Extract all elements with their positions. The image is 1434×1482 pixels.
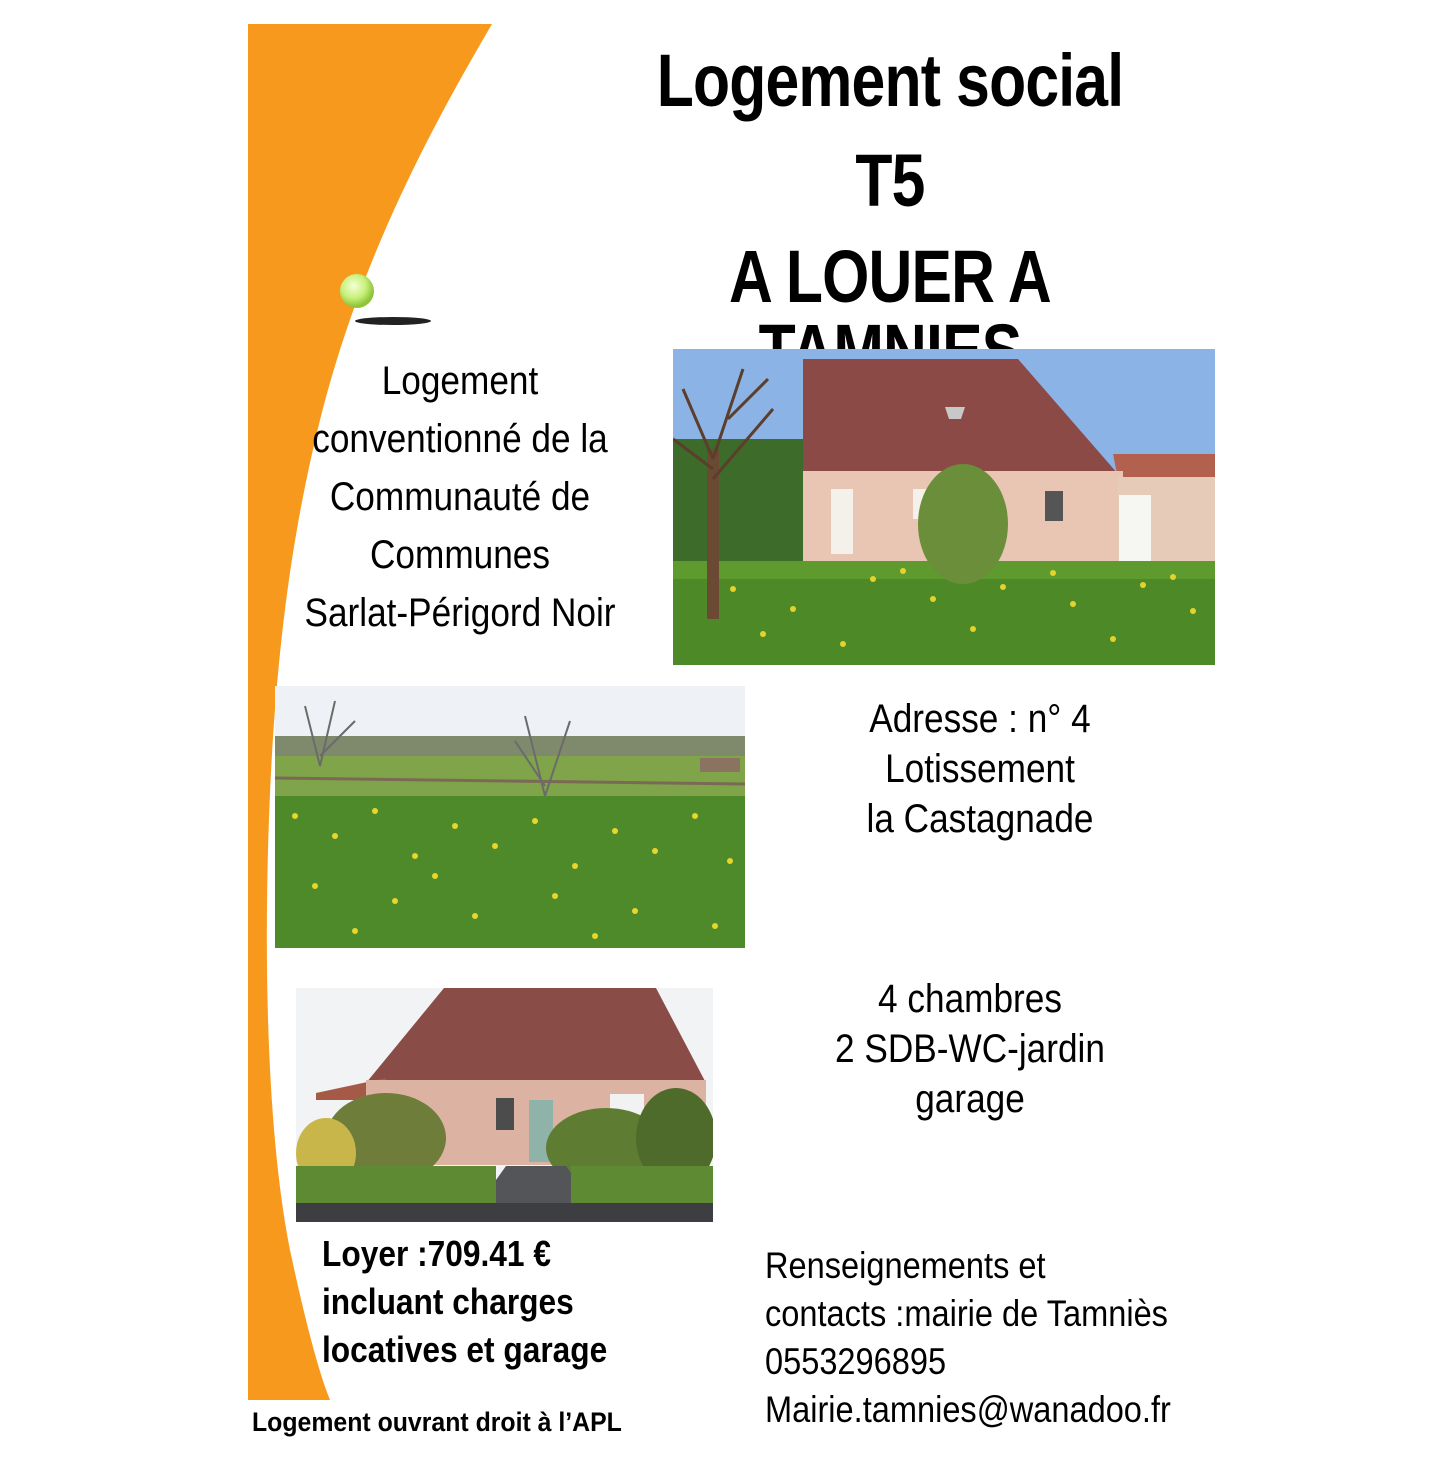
intro-line: Sarlat-Périgord Noir [304,591,616,635]
rent-line: Loyer :709.41 € [322,1233,551,1274]
address-line: Lotissement [885,747,1075,791]
feature-line: 2 SDB-WC-jardin [835,1027,1105,1071]
rent-block [322,1230,656,1374]
house-side-photo [673,349,1215,665]
feature-line: 4 chambres [878,977,1062,1021]
feature-line: garage [915,1077,1025,1121]
rent-line: locatives et garage [322,1329,608,1370]
title-line-1: Logement social [656,39,1124,122]
apl-note: Logement ouvrant droit à l’APL [252,1407,622,1437]
rent-line: incluant charges [322,1281,574,1322]
contact-phone: 0553296895 [765,1341,947,1382]
address-line: la Castagnade [866,797,1094,841]
house-entrance-photo [296,988,713,1222]
intro-text [275,352,645,642]
contact-line: Renseignements et [765,1245,1046,1286]
features-block [794,974,1146,1124]
intro-line: Communes [370,533,550,577]
contact-email: Mairie.tamnies@wanadoo.fr [765,1389,1171,1430]
contact-line: contacts :mairie de Tamniès [765,1293,1168,1334]
address-line: Adresse : n° 4 [869,697,1091,741]
address-block [804,694,1156,844]
meadow-photo [275,686,745,948]
title-line-2: T5 [855,139,925,222]
green-bead-icon [340,274,374,308]
intro-line: conventionné de la [312,417,608,461]
contact-block [765,1242,1179,1434]
intro-line: Communauté de [329,475,591,519]
title-line-3: A LOUER A [729,235,1051,318]
intro-line: Logement [381,359,539,403]
